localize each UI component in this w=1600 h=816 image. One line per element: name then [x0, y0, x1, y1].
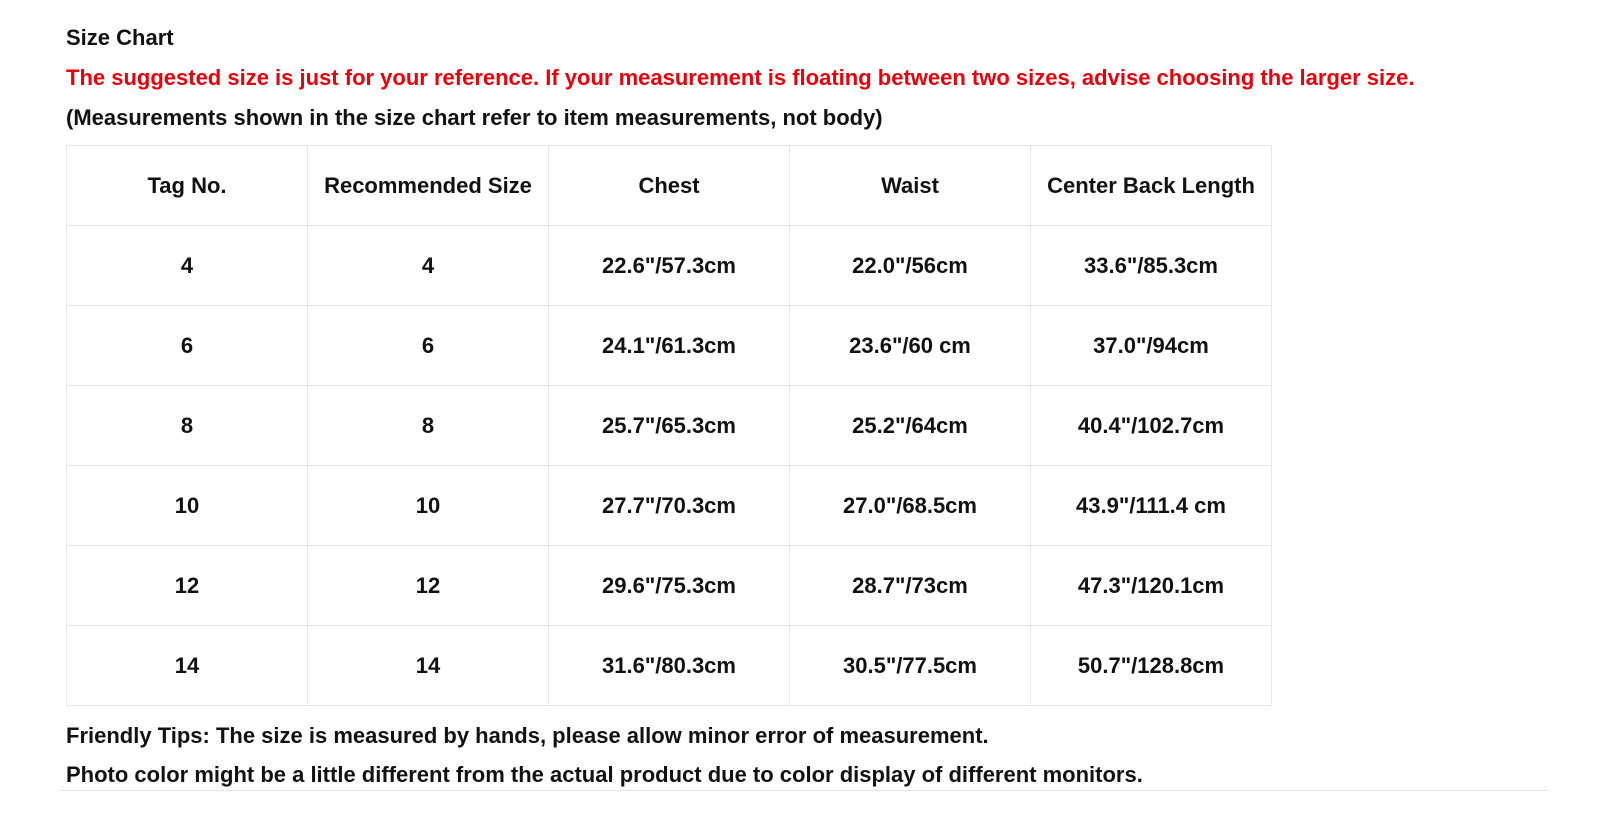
cell-tag-no: 12 [67, 546, 308, 626]
cell-chest: 31.6"/80.3cm [549, 626, 790, 706]
cell-center-back-length: 47.3"/120.1cm [1031, 546, 1272, 626]
cell-waist: 28.7"/73cm [790, 546, 1031, 626]
cell-chest: 27.7"/70.3cm [549, 466, 790, 546]
cell-center-back-length: 33.6"/85.3cm [1031, 226, 1272, 306]
header-center-back-length: Center Back Length [1031, 146, 1272, 226]
cell-waist: 22.0"/56cm [790, 226, 1031, 306]
friendly-tip: Friendly Tips: The size is measured by hands, please allow minor error of measurement. [66, 723, 989, 748]
cell-waist: 27.0"/68.5cm [790, 466, 1031, 546]
measurement-note: (Measurements shown in the size chart refer to item measurements, not body) [66, 105, 883, 130]
cell-recommended-size: 14 [308, 626, 549, 706]
cell-chest: 24.1"/61.3cm [549, 306, 790, 386]
cell-recommended-size: 8 [308, 386, 549, 466]
table-header-row [67, 146, 1272, 226]
bottom-divider [60, 790, 1548, 791]
header-chest: Chest [549, 146, 790, 226]
table-row [67, 386, 1272, 466]
cell-chest: 25.7"/65.3cm [549, 386, 790, 466]
cell-tag-no: 8 [67, 386, 308, 466]
cell-waist: 30.5"/77.5cm [790, 626, 1031, 706]
cell-waist: 25.2"/64cm [790, 386, 1031, 466]
table-row [67, 626, 1272, 706]
cell-center-back-length: 50.7"/128.8cm [1031, 626, 1272, 706]
header-tag-no: Tag No. [67, 146, 308, 226]
cell-chest: 22.6"/57.3cm [549, 226, 790, 306]
cell-tag-no: 4 [67, 226, 308, 306]
table-row [67, 546, 1272, 626]
header-waist: Waist [790, 146, 1031, 226]
cell-tag-no: 6 [67, 306, 308, 386]
cell-recommended-size: 6 [308, 306, 549, 386]
cell-tag-no: 14 [67, 626, 308, 706]
cell-center-back-length: 40.4"/102.7cm [1031, 386, 1272, 466]
cell-recommended-size: 10 [308, 466, 549, 546]
table-row [67, 306, 1272, 386]
header-recommended-size: Recommended Size [308, 146, 549, 226]
size-notice: The suggested size is just for your reference. If your measurement is floating between two sizes, advise choosing the larger size. [66, 65, 1415, 90]
cell-tag-no: 10 [67, 466, 308, 546]
cell-recommended-size: 4 [308, 226, 549, 306]
cell-chest: 29.6"/75.3cm [549, 546, 790, 626]
table-row [67, 226, 1272, 306]
cell-center-back-length: 37.0"/94cm [1031, 306, 1272, 386]
cell-recommended-size: 12 [308, 546, 549, 626]
table-row [67, 466, 1272, 546]
photo-color-note: Photo color might be a little different from the actual product due to color display of different monitors. [66, 762, 1143, 787]
cell-center-back-length: 43.9"/111.4 cm [1031, 466, 1272, 546]
page-title: Size Chart [66, 25, 174, 50]
size-table [66, 145, 1272, 706]
cell-waist: 23.6"/60 cm [790, 306, 1031, 386]
